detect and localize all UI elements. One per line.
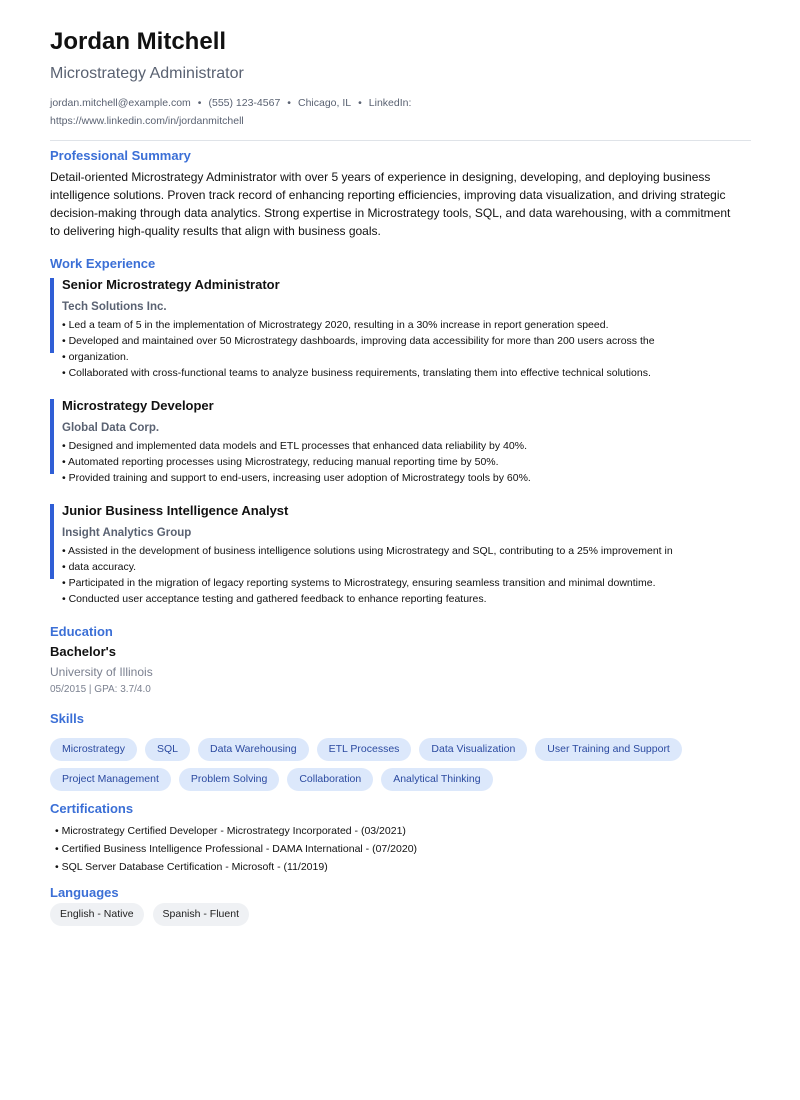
certifications-section bbox=[50, 801, 751, 876]
contact-phone: (555) 123-4567 bbox=[208, 97, 281, 109]
skill-chip: Project Management bbox=[50, 768, 171, 791]
education-school: University of Illinois bbox=[50, 665, 153, 679]
contact-separator: • bbox=[287, 97, 291, 109]
job-accent-bar bbox=[50, 399, 54, 474]
experience-section bbox=[50, 256, 751, 607]
job-accent-bar bbox=[50, 504, 54, 579]
skill-chip: Data Warehousing bbox=[198, 738, 309, 761]
skill-chip: Collaboration bbox=[287, 768, 373, 791]
job-bullets bbox=[62, 317, 677, 381]
job-title: Junior Business Intelligence Analyst bbox=[62, 503, 289, 518]
summary-heading: Professional Summary bbox=[50, 148, 191, 163]
languages-chip-list bbox=[50, 903, 751, 926]
summary-section bbox=[50, 148, 751, 240]
languages-section bbox=[50, 885, 751, 926]
skill-chip: Analytical Thinking bbox=[381, 768, 492, 791]
languages-heading: Languages bbox=[50, 885, 119, 900]
language-chip: English - Native bbox=[50, 903, 144, 926]
job-title: Microstrategy Developer bbox=[62, 398, 214, 413]
job-bullet: • Designed and implemented data models and ETL processes that enhanced data reliability by 40%. bbox=[62, 440, 527, 452]
job-bullet: • Provided training and support to end-users, increasing user adoption of Microstrategy tools by 60%. bbox=[62, 472, 531, 484]
certification-item: • Certified Business Intelligence Professional - DAMA International - (07/2020) bbox=[55, 843, 418, 855]
job-bullet: • Participated in the migration of legacy reporting systems to Microstrategy, ensuring seamless transition and minimal downtime. bbox=[62, 577, 656, 589]
resume-header bbox=[50, 28, 751, 130]
job-entry bbox=[50, 277, 751, 381]
job-bullets bbox=[62, 543, 677, 607]
job-title: Senior Microstrategy Administrator bbox=[62, 277, 280, 292]
job-bullet: • Led a team of 5 in the implementation of Microstrategy 2020, resulting in a 30% increase in report generation speed. bbox=[62, 319, 609, 331]
certifications-heading: Certifications bbox=[50, 801, 134, 816]
contact-linkedin-label: LinkedIn: bbox=[368, 97, 412, 109]
skill-chip: ETL Processes bbox=[317, 738, 412, 761]
skill-chip: SQL bbox=[145, 738, 190, 761]
job-bullet: • Automated reporting processes using Microstrategy, reducing manual reporting time by 50%. bbox=[62, 456, 499, 468]
certifications-list bbox=[50, 822, 751, 876]
job-company: Insight Analytics Group bbox=[62, 527, 192, 539]
contact-email[interactable]: jordan.mitchell@example.com bbox=[50, 97, 191, 109]
certification-item: • Microstrategy Certified Developer - Microstrategy Incorporated - (03/2021) bbox=[55, 825, 406, 837]
contact-linkedin-url[interactable]: https://www.linkedin.com/in/jordanmitchell bbox=[50, 115, 244, 127]
summary-text: Detail-oriented Microstrategy Administrator with over 5 years of experience in designing, developing, and deploying business intelligence solutions. Proven track record of enhancing reporting efficiencies, improving data visualization, and driving strategic decision-making through data analytics. Strong expertise in Microstrategy tools, SQL, and data warehousing, with a commitment to delivering high-quality results that align with business goals. bbox=[50, 170, 731, 238]
skill-chip: User Training and Support bbox=[535, 738, 682, 761]
contact-location: Chicago, IL bbox=[297, 97, 352, 109]
candidate-name: Jordan Mitchell bbox=[50, 28, 227, 55]
education-section bbox=[50, 624, 751, 697]
skill-chip: Problem Solving bbox=[179, 768, 279, 791]
education-heading: Education bbox=[50, 624, 113, 639]
contact-separator: • bbox=[197, 97, 202, 109]
job-bullet: • organization. bbox=[62, 351, 129, 363]
skills-section bbox=[50, 711, 751, 791]
certification-item: • SQL Server Database Certification - Microsoft - (11/2019) bbox=[55, 861, 328, 873]
job-bullet: • Developed and maintained over 50 Microstrategy dashboards, improving data accessibility for more than 200 users across the bbox=[62, 335, 655, 347]
education-degree: Bachelor's bbox=[50, 644, 116, 659]
job-accent-bar bbox=[50, 278, 54, 353]
job-bullets bbox=[62, 438, 677, 486]
experience-heading: Work Experience bbox=[50, 256, 156, 271]
job-company: Global Data Corp. bbox=[62, 422, 160, 434]
skill-chip: Data Visualization bbox=[419, 738, 527, 761]
job-bullet: • data accuracy. bbox=[62, 561, 137, 573]
skill-chip: Microstrategy bbox=[50, 738, 137, 761]
skills-heading: Skills bbox=[50, 711, 84, 726]
header-divider bbox=[50, 140, 751, 141]
job-bullet: • Conducted user acceptance testing and gathered feedback to enhance reporting features. bbox=[62, 593, 487, 605]
candidate-title: Microstrategy Administrator bbox=[50, 65, 244, 82]
job-entry bbox=[50, 398, 751, 486]
job-entry bbox=[50, 503, 751, 607]
education-meta: 05/2015 | GPA: 3.7/4.0 bbox=[50, 684, 151, 695]
job-bullet: • Assisted in the development of business intelligence solutions using Microstrategy and SQL, contributing to a 25% improvement in bbox=[62, 545, 673, 557]
contact-separator: • bbox=[358, 97, 362, 109]
job-company: Tech Solutions Inc. bbox=[62, 301, 167, 313]
job-bullet: • Collaborated with cross-functional teams to analyze business requirements, translating them into effective technical solutions. bbox=[62, 367, 651, 379]
contact-info bbox=[50, 94, 430, 130]
skills-chip-list bbox=[50, 738, 730, 791]
language-chip: Spanish - Fluent bbox=[153, 903, 249, 926]
